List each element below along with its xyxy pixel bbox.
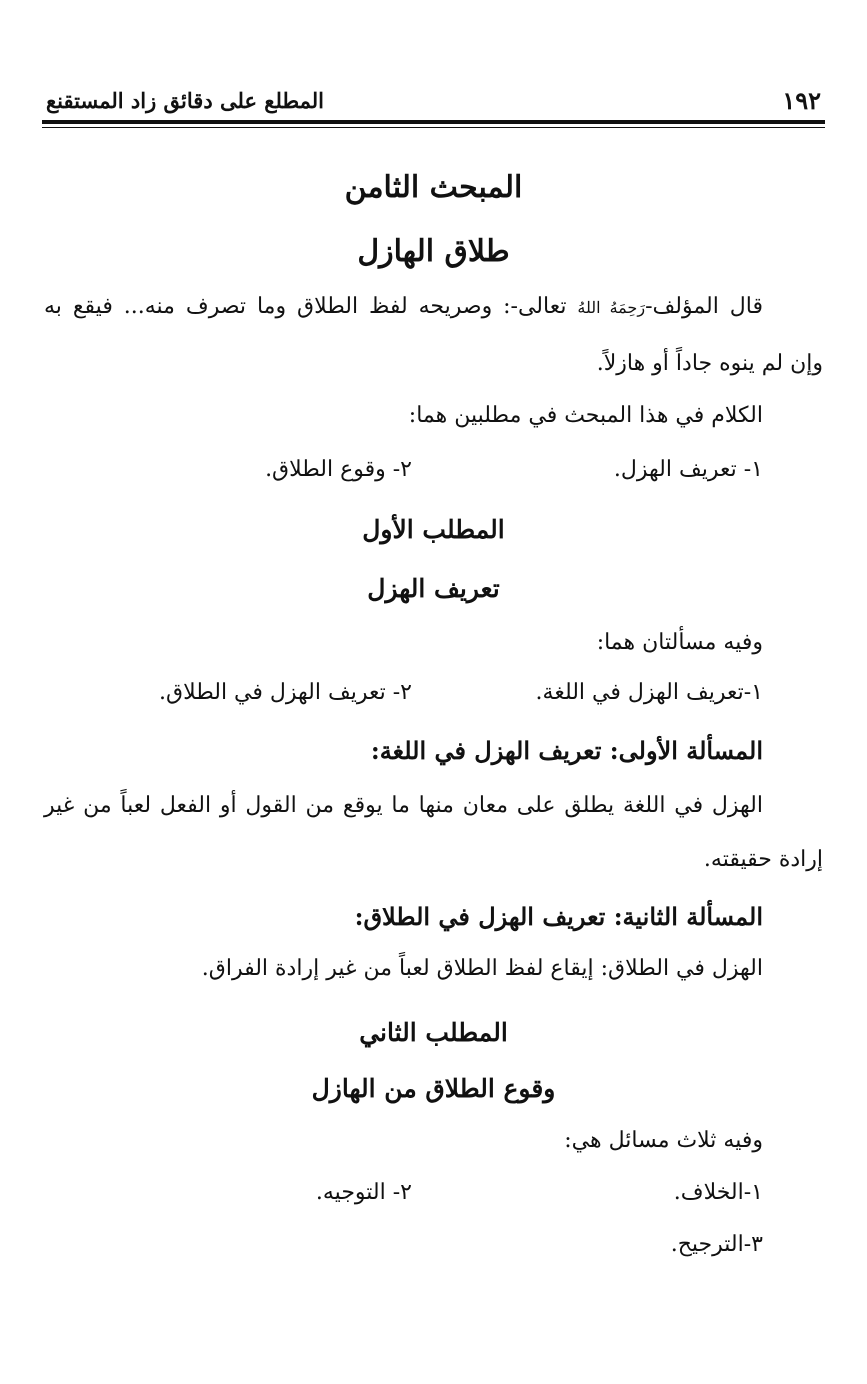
quote-line-1-end: تعالى-: وصريحه لفظ الطلاق وما تصرف منه... فيقع به	[44, 294, 578, 319]
quote-line-2: وإن لم ينوه جاداً أو هازلاً.	[596, 351, 823, 376]
chapter2-item-2: ٢- التوجيه.	[315, 1180, 412, 1205]
quote-line-1	[44, 294, 763, 319]
chapter1-heading: المطلب الأول	[362, 515, 505, 544]
section-heading: المبحث الثامن	[344, 170, 523, 205]
topic-item-1: ١- تعريف الهزل.	[613, 457, 763, 482]
honorific: رَحِمَهُ اللهُ	[577, 298, 646, 317]
chapter2-item-1: ١-الخلاف.	[673, 1180, 763, 1205]
chapter2-heading: المطلب الثاني	[359, 1018, 508, 1047]
section-title: طلاق الهازل	[357, 234, 510, 269]
chapter2-title: وقوع الطلاق من الهازل	[311, 1074, 556, 1103]
topic-item-2: ٢- وقوع الطلاق.	[265, 457, 412, 482]
issue1-line-1: الهزل في اللغة يطلق على معان منها ما يوقع من القول أو الفعل لعباً من غير	[44, 793, 763, 818]
chapter2-intro: وفيه ثلاث مسائل هي:	[564, 1128, 763, 1153]
chapter1-item-1: ١-تعريف الهزل في اللغة.	[535, 680, 763, 705]
issue1-line-2: إرادة حقيقته.	[703, 847, 823, 872]
header-rule-thin	[42, 127, 825, 128]
running-header	[42, 86, 825, 120]
issue2-title: المسألة الثانية: تعريف الهزل في الطلاق:	[354, 902, 763, 931]
running-title: المطلع على دقائق زاد المستقنع	[46, 88, 325, 113]
header-rule-thick	[42, 120, 825, 124]
chapter1-item-2: ٢- تعريف الهزل في الطلاق.	[159, 680, 412, 705]
issue2-text: الهزل في الطلاق: إيقاع لفظ الطلاق لعباً من غير إرادة الفراق.	[201, 956, 763, 981]
quote-line-1-start: قال المؤلف-	[645, 294, 764, 319]
chapter1-title: تعريف الهزل	[367, 574, 500, 603]
issue1-title: المسألة الأولى: تعريف الهزل في اللغة:	[370, 736, 763, 765]
chapter1-intro: وفيه مسألتان هما:	[596, 630, 763, 655]
intro-text: الكلام في هذا المبحث في مطلبين هما:	[408, 403, 763, 428]
page-number: ١٩٢	[782, 86, 821, 115]
chapter2-item-3: ٣-الترجيح.	[670, 1232, 763, 1257]
